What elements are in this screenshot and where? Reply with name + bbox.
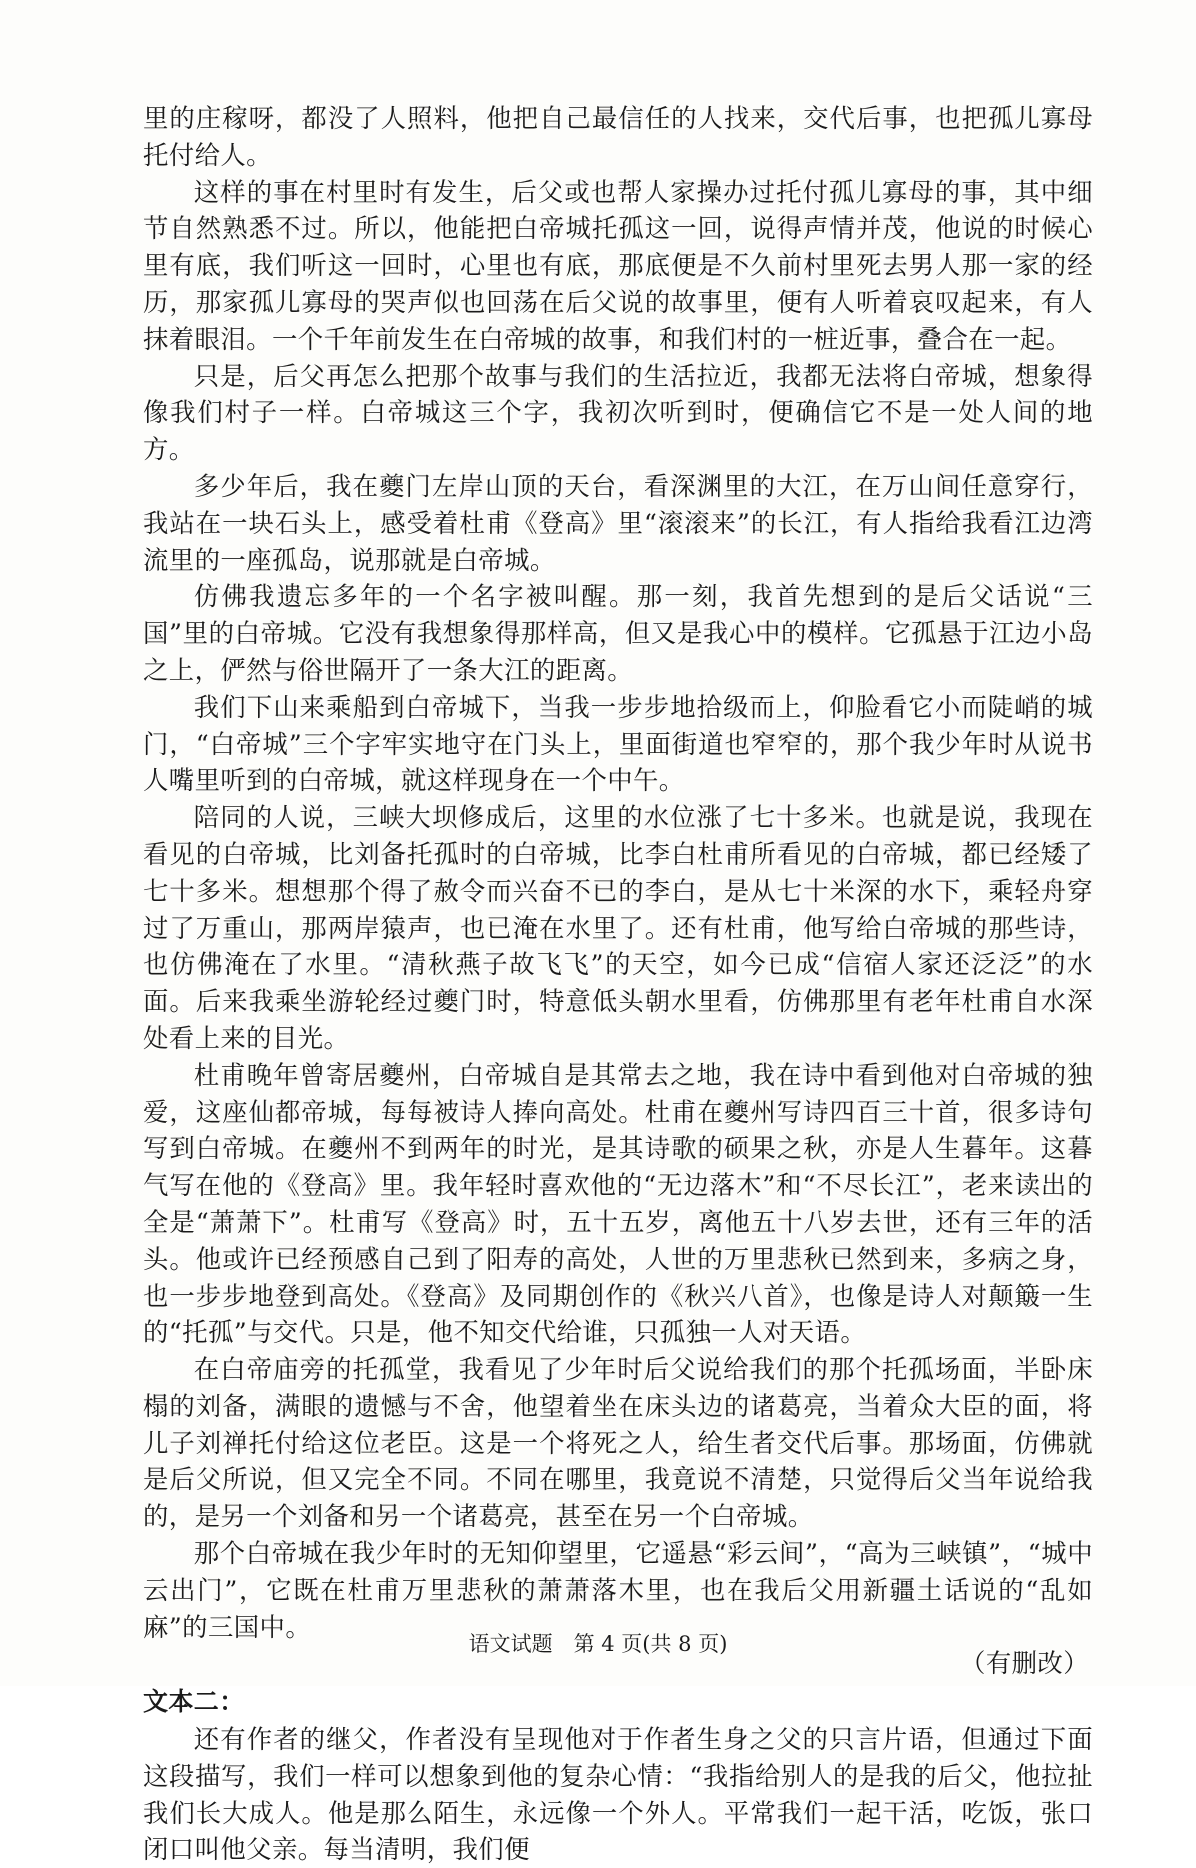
paragraph: 还有作者的继父，作者没有呈现他对于作者生身之父的只言片语，但通过下面这段描写，我们一样可以想象到他的复杂心情：“我指给别人的是我的后父，他拉扯我们长大成人。他是那么陌生，永远像一个外人。平常我们一起干活，吃饭，张口闭口叫他父亲。每当清明，我们便 — [143, 1724, 1093, 1865]
text-two — [143, 1684, 1093, 1868]
paragraph: 我们下山来乘船到白帝城下，当我一步步地拾级而上，仰脸看它小而陡峭的城门，“白帝城”三个字牢实地守在门头上，里面街道也窄窄的，那个我少年时从说书人嘴里听到的白帝城，就这样现身在一个中午。 — [143, 691, 1093, 796]
paragraph: 里的庄稼呀，都没了人照料，他把自己最信任的人找来，交代后事，也把孤儿寡母托付给人。 — [143, 103, 1093, 170]
paragraph: 多少年后，我在夔门左岸山顶的天台，看深渊里的大江，在万山间任意穿行，我站在一块石头上，感受着杜甫《登高》里“滚滚来”的长江，有人指给我看江边湾流里的一座孤岛，说那就是白帝城。 — [143, 470, 1093, 575]
paragraph: 杜甫晚年曾寄居夔州，白帝城自是其常去之地，我在诗中看到他对白帝城的独爱，这座仙都帝城，每每被诗人捧向高处。杜甫在夔州写诗四百三十首，很多诗句写到白帝城。在夔州不到两年的时光，是其诗歌的硕果之秋，亦是人生暮年。这暮气写在他的《登高》里。我年轻时喜欢他的“无边落木”和“不尽长江”，老来读出的全是“萧萧下”。杜甫写《登高》时，五十五岁，离他五十八岁去世，还有三年的活头。他或许已经预感自己到了阳寿的高处，人世的万里悲秋已然到来，多病之身，也一步步地登到高处。《登高》及同期创作的《秋兴八首》，也像是诗人对颠簸一生的“托孤”与交代。只是，他不知交代给谁，只孤独一人对天语。 — [143, 1059, 1093, 1348]
paragraph: 在白帝庙旁的托孤堂，我看见了少年时后父说给我们的那个托孤场面，半卧床榻的刘备，满眼的遗憾与不舍，他望着坐在床头边的诸葛亮，当着众大臣的面，将儿子刘禅托付给这位老臣。这是一个将死之人，给生者交代后事。那场面，仿佛就是后父所说，但又完全不同。不同在哪里，我竟说不清楚，只觉得后父当年说给我的，是另一个刘备和另一个诸葛亮，甚至在另一个白帝城。 — [143, 1354, 1093, 1532]
page-footer: 语文试题 第 4 页(共 8 页) — [468, 1632, 728, 1656]
section-heading: 文本二： — [143, 1687, 245, 1717]
paragraph: 这样的事在村里时有发生，后父或也帮人家操办过托付孤儿寡母的事，其中细节自然熟悉不过。所以，他能把白帝城托孤这一回，说得声情并茂，他说的时候心里有底，我们听这一回时，心里也有底，那底便是不久前村里死去男人那一家的经历，那家孤儿寡母的哭声似也回荡在后父说的故事里，便有人听着哀叹起来，有人抹着眼泪。一个千年前发生在白帝城的故事，和我们村的一桩近事，叠合在一起。 — [143, 176, 1093, 354]
revision-note: （有删改） — [960, 1648, 1089, 1679]
paragraph: 那个白帝城在我少年时的无知仰望里，它遥悬“彩云间”，“高为三峡镇”，“城中云出门”，它既在杜甫万里悲秋的萧萧落木里，也在我后父用新疆土话说的“乱如麻”的三国中。 — [143, 1538, 1093, 1642]
paragraph: 陪同的人说，三峡大坝修成后，这里的水位涨了七十多米。也就是说，我现在看见的白帝城，比刘备托孤时的白帝城，比李白杜甫所看见的白帝城，都已经矮了七十多米。想想那个得了赦令而兴奋不已的李白，是从七十米深的水下，乘轻舟穿过了万重山，那两岸猿声，也已淹在水里了。还有杜甫，他写给白帝城的那些诗，也仿佛淹在了水里。“清秋燕子故飞飞”的天空，如今已成“信宿人家还泛泛”的水面。后来我乘坐游轮经过夔门时，特意低头朝水里看，仿佛那里有老年杜甫自水深处看上来的目光。 — [143, 802, 1093, 1053]
paragraph: 只是，后父再怎么把那个故事与我们的生活拉近，我都无法将白帝城，想象得像我们村子一样。白帝城这三个字，我初次听到时，便确信它不是一处人间的地方。 — [143, 360, 1093, 465]
page-content — [143, 100, 1093, 1868]
paragraph: 仿佛我遗忘多年的一个名字被叫醒。那一刻，我首先想到的是后父话说“三国”里的白帝城。它没有我想象得那样高，但又是我心中的模样。它孤悬于江边小岛之上，俨然与俗世隔开了一条大江的距离。 — [143, 581, 1093, 685]
text-one — [143, 100, 1093, 1682]
